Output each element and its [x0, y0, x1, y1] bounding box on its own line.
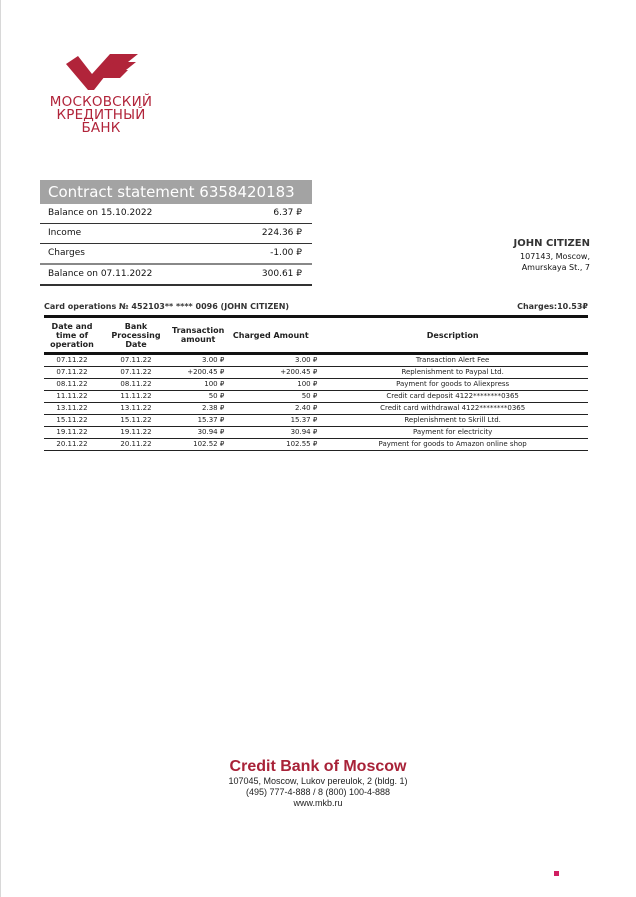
col-header-description: Description — [317, 317, 588, 354]
col-header-processing-date: Bank Processing Date — [100, 317, 172, 354]
col-header-date: Date and time of operation — [44, 317, 100, 354]
summary-row-income — [40, 224, 312, 244]
footer-website[interactable]: www.mkb.ru — [293, 798, 343, 808]
cell-processing-date: 13.11.22 — [100, 403, 172, 415]
logo-line: МОСКОВСКИЙ — [49, 94, 153, 110]
summary-label: Income — [48, 228, 82, 238]
cell-processing-date: 07.11.22 — [100, 367, 172, 379]
cell-description: Credit card deposit 4122********0365 — [317, 391, 588, 403]
cell-charged: 3.00 ₽ — [224, 354, 317, 367]
contract-summary — [40, 180, 312, 286]
cell-processing-date: 20.11.22 — [100, 439, 172, 451]
cell-processing-date: 08.11.22 — [100, 379, 172, 391]
col-header-transaction-amount: Transaction amount — [172, 317, 224, 354]
cell-date: 08.11.22 — [44, 379, 100, 391]
cell-date: 07.11.22 — [44, 354, 100, 367]
cell-description: Payment for electricity — [317, 427, 588, 439]
cell-description: Transaction Alert Fee — [317, 354, 588, 367]
cell-processing-date: 07.11.22 — [100, 354, 172, 367]
operations-title: Card operations № 452103** **** 0096 (JOHN CITIZEN) — [44, 302, 290, 311]
summary-value: 224.36 ₽ — [261, 228, 302, 238]
cell-date: 15.11.22 — [44, 415, 100, 427]
mkb-logo-icon — [66, 52, 138, 92]
cell-charged: 102.55 ₽ — [224, 439, 317, 451]
client-info — [514, 237, 591, 273]
cell-amount: 50 ₽ — [172, 391, 224, 403]
cell-amount: 15.37 ₽ — [172, 415, 224, 427]
summary-row-closing-balance — [40, 265, 312, 286]
cell-amount: 30.94 ₽ — [172, 427, 224, 439]
table-row — [44, 391, 588, 403]
cell-description: Payment for goods to Aliexpress — [317, 379, 588, 391]
cell-charged: +200.45 ₽ — [224, 367, 317, 379]
footer-bank-name: Credit Bank of Moscow — [229, 758, 407, 775]
table-row — [44, 379, 588, 391]
client-address-line1: 107143, Moscow, — [520, 252, 590, 261]
summary-label: Balance on 07.11.2022 — [48, 269, 153, 279]
cell-date: 20.11.22 — [44, 439, 100, 451]
summary-row-charges — [40, 244, 312, 265]
table-header-row — [44, 317, 588, 354]
footer-phones: (495) 777-4-888 / 8 (800) 100-4-888 — [245, 787, 391, 797]
operations-table — [44, 315, 588, 451]
bank-footer — [0, 757, 636, 809]
cell-date: 07.11.22 — [44, 367, 100, 379]
cell-charged: 50 ₽ — [224, 391, 317, 403]
cell-charged: 30.94 ₽ — [224, 427, 317, 439]
client-name: JOHN CITIZEN — [513, 238, 590, 249]
table-row — [44, 367, 588, 379]
cell-description: Credit card withdrawal 4122********0365 — [317, 403, 588, 415]
cell-date: 11.11.22 — [44, 391, 100, 403]
table-row — [44, 354, 588, 367]
cell-charged: 15.37 ₽ — [224, 415, 317, 427]
cell-description: Replenishment to Paypal Ltd. — [317, 367, 588, 379]
cell-processing-date: 11.11.22 — [100, 391, 172, 403]
cell-charged: 100 ₽ — [224, 379, 317, 391]
cell-processing-date: 19.11.22 — [100, 427, 172, 439]
summary-value: 300.61 ₽ — [261, 269, 302, 279]
table-row — [44, 439, 588, 451]
summary-value: -1.00 ₽ — [270, 248, 302, 258]
table-row — [44, 415, 588, 427]
cell-charged: 2.40 ₽ — [224, 403, 317, 415]
summary-row-opening-balance — [40, 204, 312, 224]
logo-line: КРЕДИТНЫЙ — [56, 107, 146, 123]
cell-amount: 100 ₽ — [172, 379, 224, 391]
footer-address: 107045, Moscow, Lukov pereulok, 2 (bldg. 1) — [228, 776, 408, 786]
summary-value: 6.37 ₽ — [273, 208, 302, 218]
summary-label: Balance on 15.10.2022 — [48, 208, 153, 218]
cell-description: Payment for goods to Amazon online shop — [317, 439, 588, 451]
cell-amount: 2.38 ₽ — [172, 403, 224, 415]
bank-logo — [40, 52, 170, 135]
cell-processing-date: 15.11.22 — [100, 415, 172, 427]
summary-label: Charges — [48, 248, 85, 258]
client-address-line2: Amurskaya St., 7 — [521, 263, 590, 272]
operations-charges-total: Charges:10.53₽ — [517, 302, 588, 311]
cell-amount: 3.00 ₽ — [172, 354, 224, 367]
contract-title: Contract statement 6358420183 — [40, 180, 312, 204]
logo-line: БАНК — [81, 120, 121, 136]
cell-description: Replenishment to Skrill Ltd. — [317, 415, 588, 427]
col-header-charged-amount: Charged Amount — [224, 317, 317, 354]
cell-amount: 102.52 ₽ — [172, 439, 224, 451]
cell-amount: +200.45 ₽ — [172, 367, 224, 379]
cell-date: 13.11.22 — [44, 403, 100, 415]
logo-text — [40, 96, 162, 135]
table-row — [44, 403, 588, 415]
operations-header — [44, 302, 588, 311]
table-row — [44, 427, 588, 439]
decorative-square-icon — [554, 871, 559, 876]
cell-date: 19.11.22 — [44, 427, 100, 439]
